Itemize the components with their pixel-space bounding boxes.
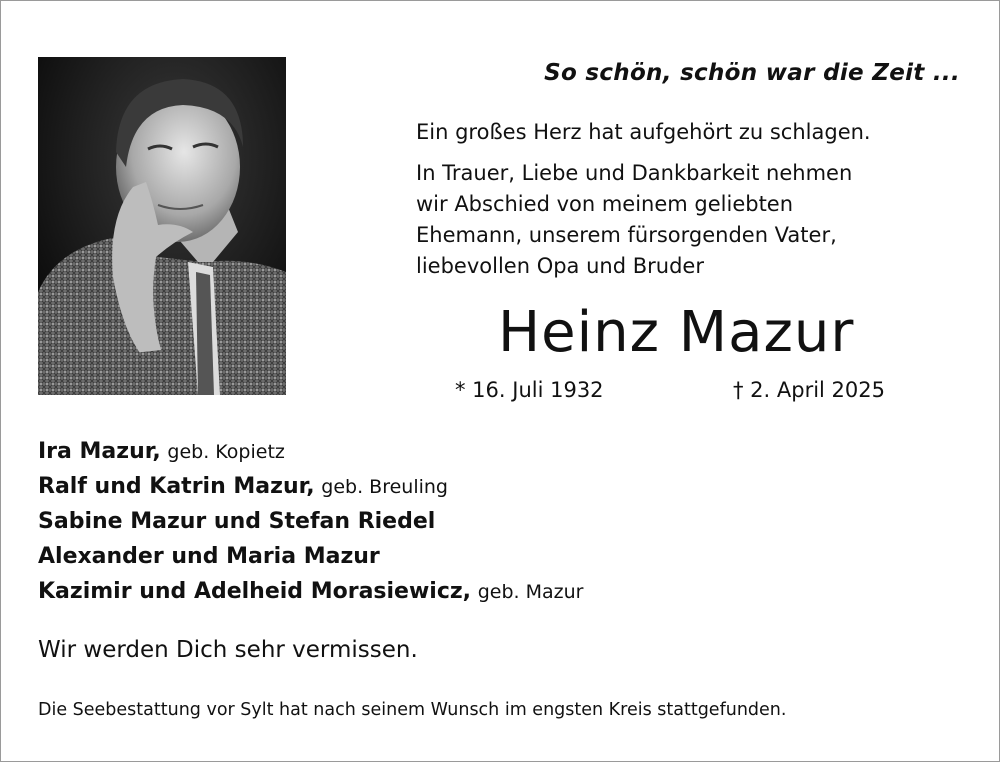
- mourner-name: Ralf und Katrin Mazur,: [38, 474, 315, 499]
- mourner: [38, 434, 584, 469]
- mourner-note: geb. Kopietz: [167, 441, 285, 463]
- intro-text-line: wir Abschied von meinem geliebten: [416, 192, 794, 216]
- mourner-name: Alexander und Maria Mazur: [38, 544, 380, 569]
- mourner-note: geb. Mazur: [477, 581, 584, 603]
- intro-text-line: Ehemann, unserem fürsorgenden Vater,: [416, 223, 837, 247]
- deceased-name: Heinz Mazur: [498, 300, 855, 365]
- intro-text: [416, 158, 852, 282]
- mourner-note: geb. Breuling: [321, 476, 448, 498]
- mourner: [38, 574, 584, 609]
- mourner: [38, 539, 584, 574]
- motto: So schön, schön war die Zeit ...: [544, 60, 960, 86]
- mourner: [38, 504, 584, 539]
- intro-text-line: In Trauer, Liebe und Dankbarkeit nehmen: [416, 161, 853, 185]
- portrait-photo: [38, 57, 286, 395]
- mourners-list: [38, 434, 584, 609]
- death-date: † 2. April 2025: [733, 378, 886, 402]
- closing-line: Wir werden Dich sehr vermissen.: [38, 637, 418, 663]
- mourner-name: Ira Mazur,: [38, 439, 161, 464]
- footer-note: Die Seebestattung vor Sylt hat nach seinem Wunsch im engsten Kreis stattgefunden.: [38, 700, 787, 720]
- birth-date: * 16. Juli 1932: [455, 378, 604, 402]
- mourner-name: Kazimir und Adelheid Morasiewicz,: [38, 579, 472, 604]
- intro-text-line: liebevollen Opa und Bruder: [416, 254, 704, 278]
- mourner-name: Sabine Mazur und Stefan Riedel: [38, 509, 436, 534]
- intro-line: Ein großes Herz hat aufgehört zu schlagen.: [416, 120, 871, 144]
- mourner: [38, 469, 584, 504]
